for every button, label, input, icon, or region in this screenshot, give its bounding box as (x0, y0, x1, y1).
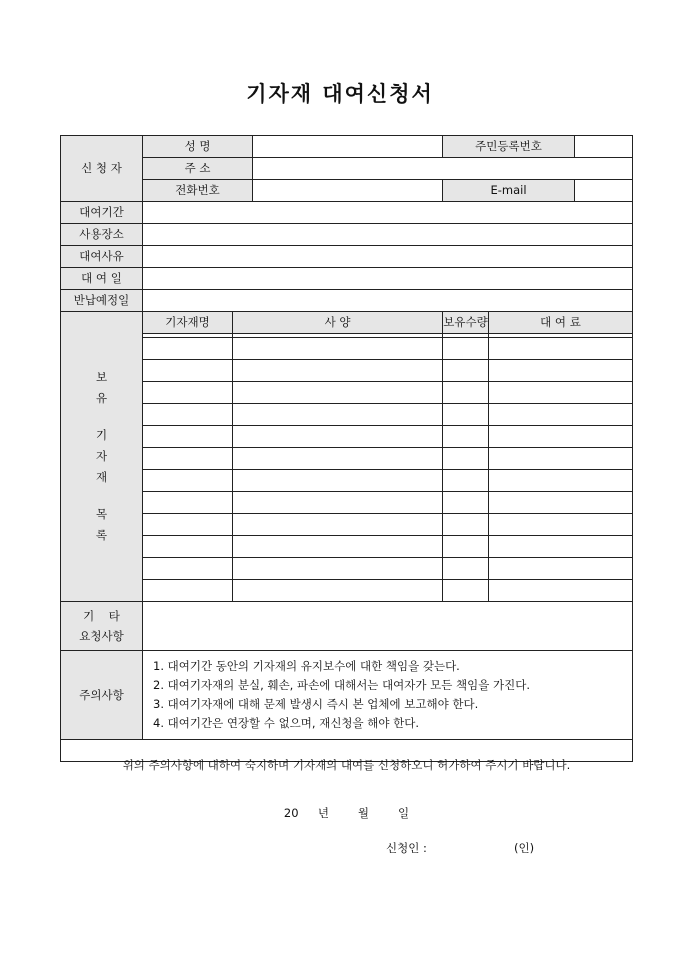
table-row-cell[interactable] (443, 514, 489, 536)
table-row-cell[interactable] (143, 580, 233, 602)
table-row-cell[interactable] (443, 360, 489, 382)
table-row-cell[interactable] (489, 448, 633, 470)
table-row-cell[interactable] (233, 426, 443, 448)
email-field[interactable] (575, 180, 633, 202)
equipment-side-char: 목 (95, 507, 108, 521)
table-row-cell[interactable] (489, 470, 633, 492)
table-row-cell[interactable] (233, 448, 443, 470)
table-row-cell[interactable] (443, 558, 489, 580)
table-row-cell[interactable] (489, 536, 633, 558)
equipment-side-char: 록 (95, 528, 108, 542)
table-row-cell[interactable] (443, 470, 489, 492)
caution-label: 주의사항 (61, 651, 143, 740)
period-field[interactable] (143, 202, 633, 224)
table-row-cell[interactable] (443, 536, 489, 558)
declaration-text: 위의 주의사항에 대하여 숙지하며 기자재의 대여를 신청하오니 허가하여 주시기 바랍니다. (122, 758, 571, 772)
signer-label: 신청인 : (386, 841, 427, 855)
caution-list (143, 651, 633, 740)
equipment-side-char: 자 (95, 449, 108, 463)
place-label: 사용장소 (61, 224, 143, 246)
table-row-cell[interactable] (443, 492, 489, 514)
rental-date-field[interactable] (143, 268, 633, 290)
resident-id-field[interactable] (575, 136, 633, 158)
other-requests-field[interactable] (143, 602, 633, 651)
phone-label: 전화번호 (143, 180, 253, 202)
table-row-cell[interactable] (443, 382, 489, 404)
table-row-cell[interactable] (233, 580, 443, 602)
equipment-side-char (61, 488, 142, 504)
col-spec: 사 양 (233, 312, 443, 334)
other-requests-label (61, 602, 143, 651)
table-row-cell[interactable] (233, 558, 443, 580)
reason-field[interactable] (143, 246, 633, 268)
table-row-cell[interactable] (489, 404, 633, 426)
table-row-cell[interactable] (489, 338, 633, 360)
table-row-cell[interactable] (443, 404, 489, 426)
col-rental-fee: 대 여 료 (489, 312, 633, 334)
email-label: E-mail (443, 180, 575, 202)
date-line[interactable]: 20 년 월 일 (283, 806, 410, 820)
caution-item: 2. 대여기자재의 분실, 훼손, 파손에 대해서는 대여자가 모든 책임을 가진다. (153, 678, 530, 692)
table-row-cell[interactable] (233, 338, 443, 360)
caution-item: 1. 대여기간 동안의 기자재의 유지보수에 대한 책임을 갖는다. (153, 659, 460, 673)
table-row-cell[interactable] (489, 360, 633, 382)
table-row-cell[interactable] (233, 404, 443, 426)
table-row-cell[interactable] (443, 338, 489, 360)
table-row-cell[interactable] (143, 426, 233, 448)
table-row-cell[interactable] (143, 338, 233, 360)
table-row-cell[interactable] (443, 580, 489, 602)
table-row-cell[interactable] (489, 382, 633, 404)
declaration-section (61, 740, 633, 855)
name-label: 성 명 (143, 136, 253, 158)
table-row-cell[interactable] (143, 360, 233, 382)
table-row-cell[interactable] (489, 492, 633, 514)
other-label-line1: 기 타 (83, 609, 120, 623)
table-row-cell[interactable] (233, 536, 443, 558)
table-row-cell[interactable] (143, 448, 233, 470)
place-field[interactable] (143, 224, 633, 246)
equipment-side-char: 기 (95, 428, 108, 442)
equipment-side-char: 유 (95, 391, 108, 405)
phone-field[interactable] (253, 180, 443, 202)
col-equipment-name: 기자재명 (143, 312, 233, 334)
address-field[interactable] (253, 158, 633, 180)
table-row-cell[interactable] (143, 492, 233, 514)
equipment-side-char: 재 (95, 470, 108, 484)
table-row-cell[interactable] (443, 448, 489, 470)
col-quantity: 보유수량 (443, 312, 489, 334)
table-row-cell[interactable] (233, 360, 443, 382)
name-field[interactable] (253, 136, 443, 158)
rental-date-label: 대 여 일 (61, 268, 143, 290)
table-row-cell[interactable] (489, 426, 633, 448)
return-date-label: 반납예정일 (61, 290, 143, 312)
table-row-cell[interactable] (233, 492, 443, 514)
return-date-field[interactable] (143, 290, 633, 312)
table-row-cell[interactable] (143, 558, 233, 580)
other-label-line2: 요청사항 (79, 629, 124, 643)
table-row-cell[interactable] (143, 514, 233, 536)
document-title: 기자재 대여신청서 (246, 81, 434, 106)
caution-item: 4. 대여기간은 연장할 수 없으며, 재신청을 해야 한다. (153, 716, 420, 730)
table-row-cell[interactable] (143, 404, 233, 426)
period-label: 대여기간 (61, 202, 143, 224)
resident-id-label: 주민등록번호 (443, 136, 575, 158)
table-row-cell[interactable] (143, 382, 233, 404)
equipment-side-char: 보 (95, 370, 108, 384)
reason-label: 대여사유 (61, 246, 143, 268)
table-row-cell[interactable] (233, 514, 443, 536)
table-row-cell[interactable] (443, 426, 489, 448)
caution-item: 3. 대여기자재에 대해 문제 발생시 즉시 본 업체에 보고해야 한다. (153, 697, 479, 711)
table-row-cell[interactable] (143, 536, 233, 558)
table-row-cell[interactable] (233, 470, 443, 492)
address-label: 주 소 (143, 158, 253, 180)
equipment-side-char (61, 409, 142, 425)
table-row-cell[interactable] (489, 514, 633, 536)
rental-application-form (60, 135, 633, 855)
equipment-list-label (61, 312, 143, 602)
table-row-cell[interactable] (143, 470, 233, 492)
applicant-label: 신 청 자 (61, 136, 143, 202)
table-row-cell[interactable] (233, 382, 443, 404)
seal-mark: (인) (514, 841, 535, 855)
table-row-cell[interactable] (489, 580, 633, 602)
table-row-cell[interactable] (489, 558, 633, 580)
